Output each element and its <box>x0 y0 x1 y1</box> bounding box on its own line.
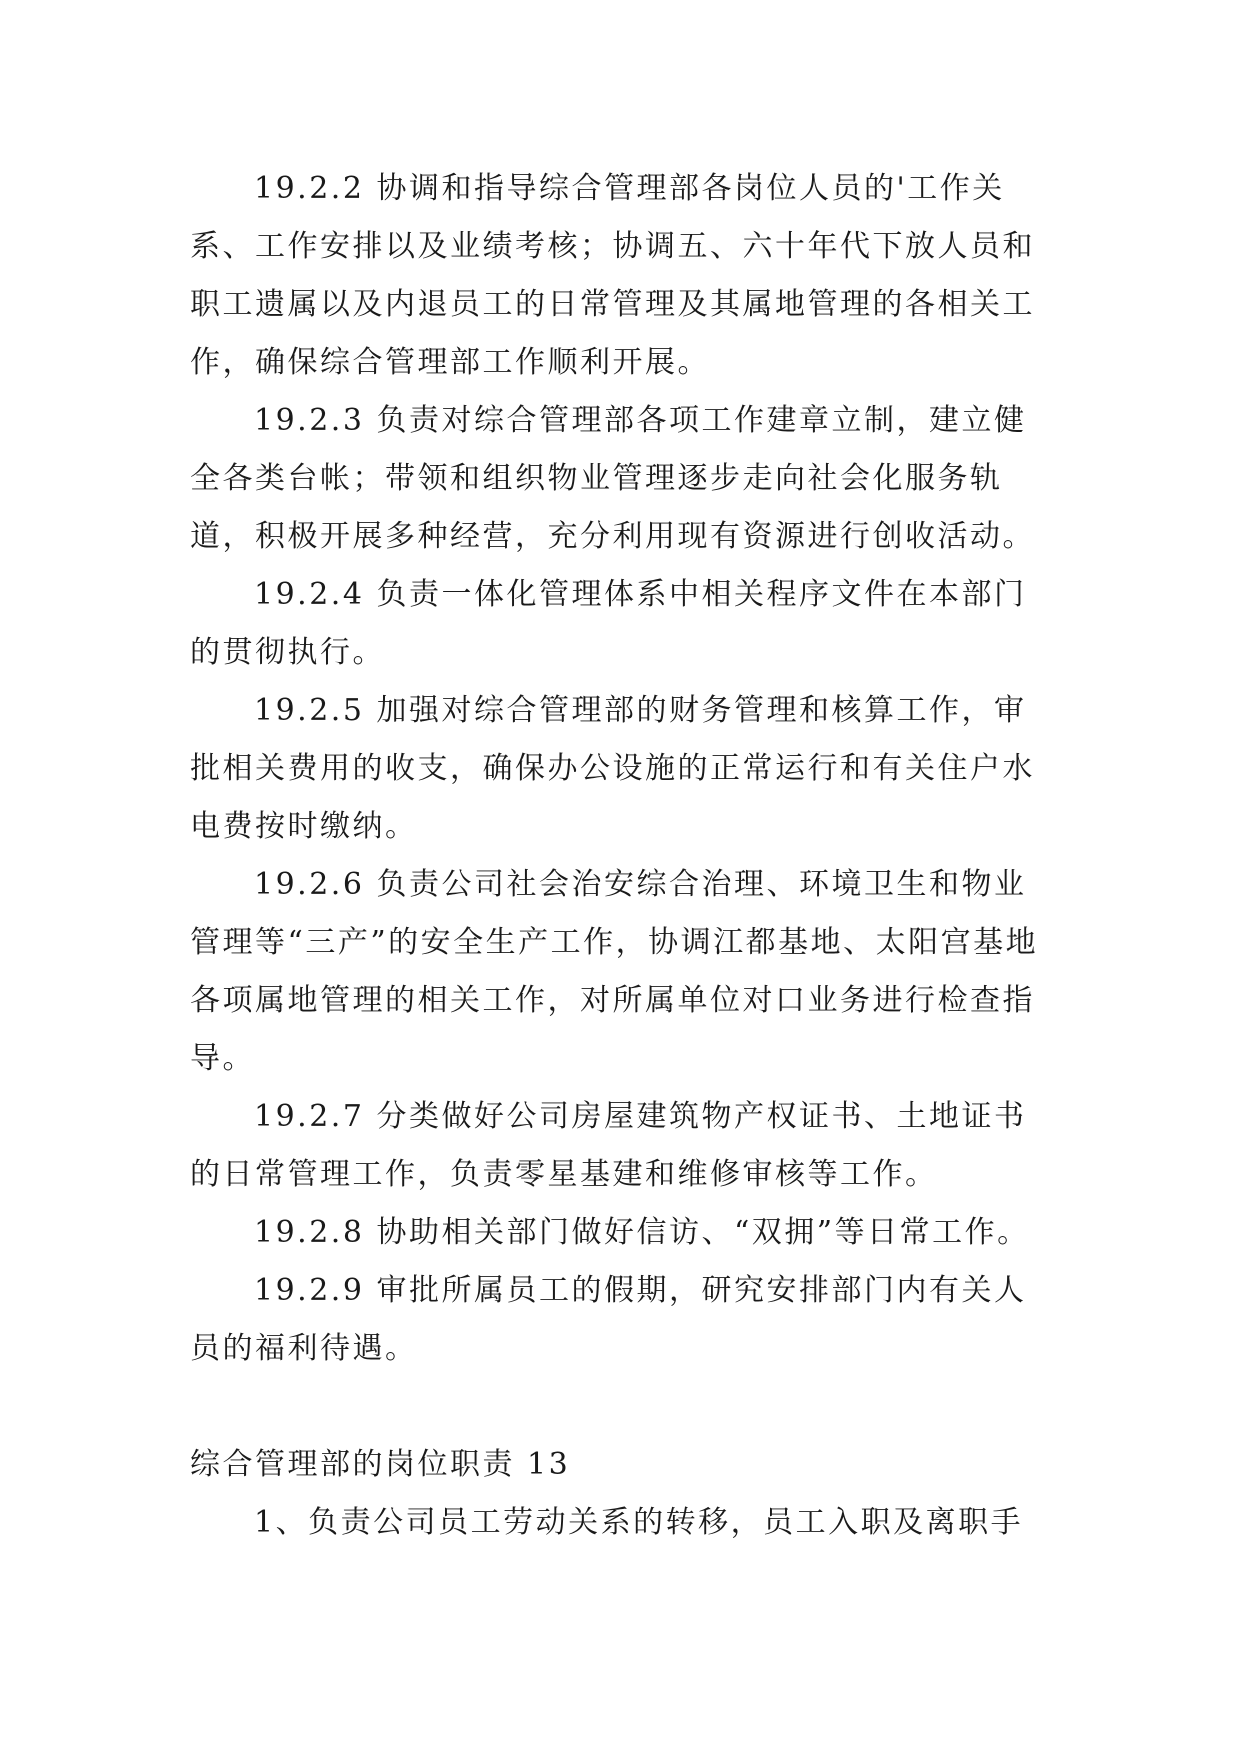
document-page <box>190 160 1052 1552</box>
paragraph-19-2-5: 19.2.5 加强对综合管理部的财务管理和核算工作，审批相关费用的收支，确保办公设施的正常运行和有关住户水电费按时缴纳。 <box>190 693 1035 844</box>
paragraph-19-2-8: 19.2.8 协助相关部门做好信访、“双拥”等日常工作。 <box>254 1215 1030 1250</box>
paragraph-19-2-7: 19.2.7 分类做好公司房屋建筑物产权证书、土地证书的日常管理工作，负责零星基建和维修审核等工作。 <box>190 1099 1027 1192</box>
paragraph-19-2-3: 19.2.3 负责对综合管理部各项工作建章立制，建立健全各类台帐；带领和组织物业管理逐步走向社会化服务轨道，积极开展多种经营，充分利用现有资源进行创收活动。 <box>190 403 1035 554</box>
section-paragraph-1: 1、负责公司员工劳动关系的转移，员工入职及离职手 <box>254 1505 1024 1540</box>
paragraph-19-2-6: 19.2.6 负责公司社会治安综合治理、环境卫生和物业管理等“三产”的安全生产工作，协调江都基地、太阳宫基地各项属地管理的相关工作，对所属单位对口业务进行检查指导。 <box>190 867 1039 1076</box>
paragraph-19-2-9: 19.2.9 审批所属员工的假期，研究安排部门内有关人员的福利待遇。 <box>190 1273 1027 1366</box>
section-heading: 综合管理部的岗位职责 13 <box>190 1447 571 1482</box>
paragraph-19-2-2: 19.2.2 协调和指导综合管理部各岗位人员的'工作关系、工作安排以及业绩考核；协调五、六十年代下放人员和职工遗属以及内退员工的日常管理及其属地管理的各相关工作，确保综合管理部工作顺利开展。 <box>190 171 1035 380</box>
paragraph-19-2-4: 19.2.4 负责一体化管理体系中相关程序文件在本部门的贯彻执行。 <box>190 577 1027 670</box>
